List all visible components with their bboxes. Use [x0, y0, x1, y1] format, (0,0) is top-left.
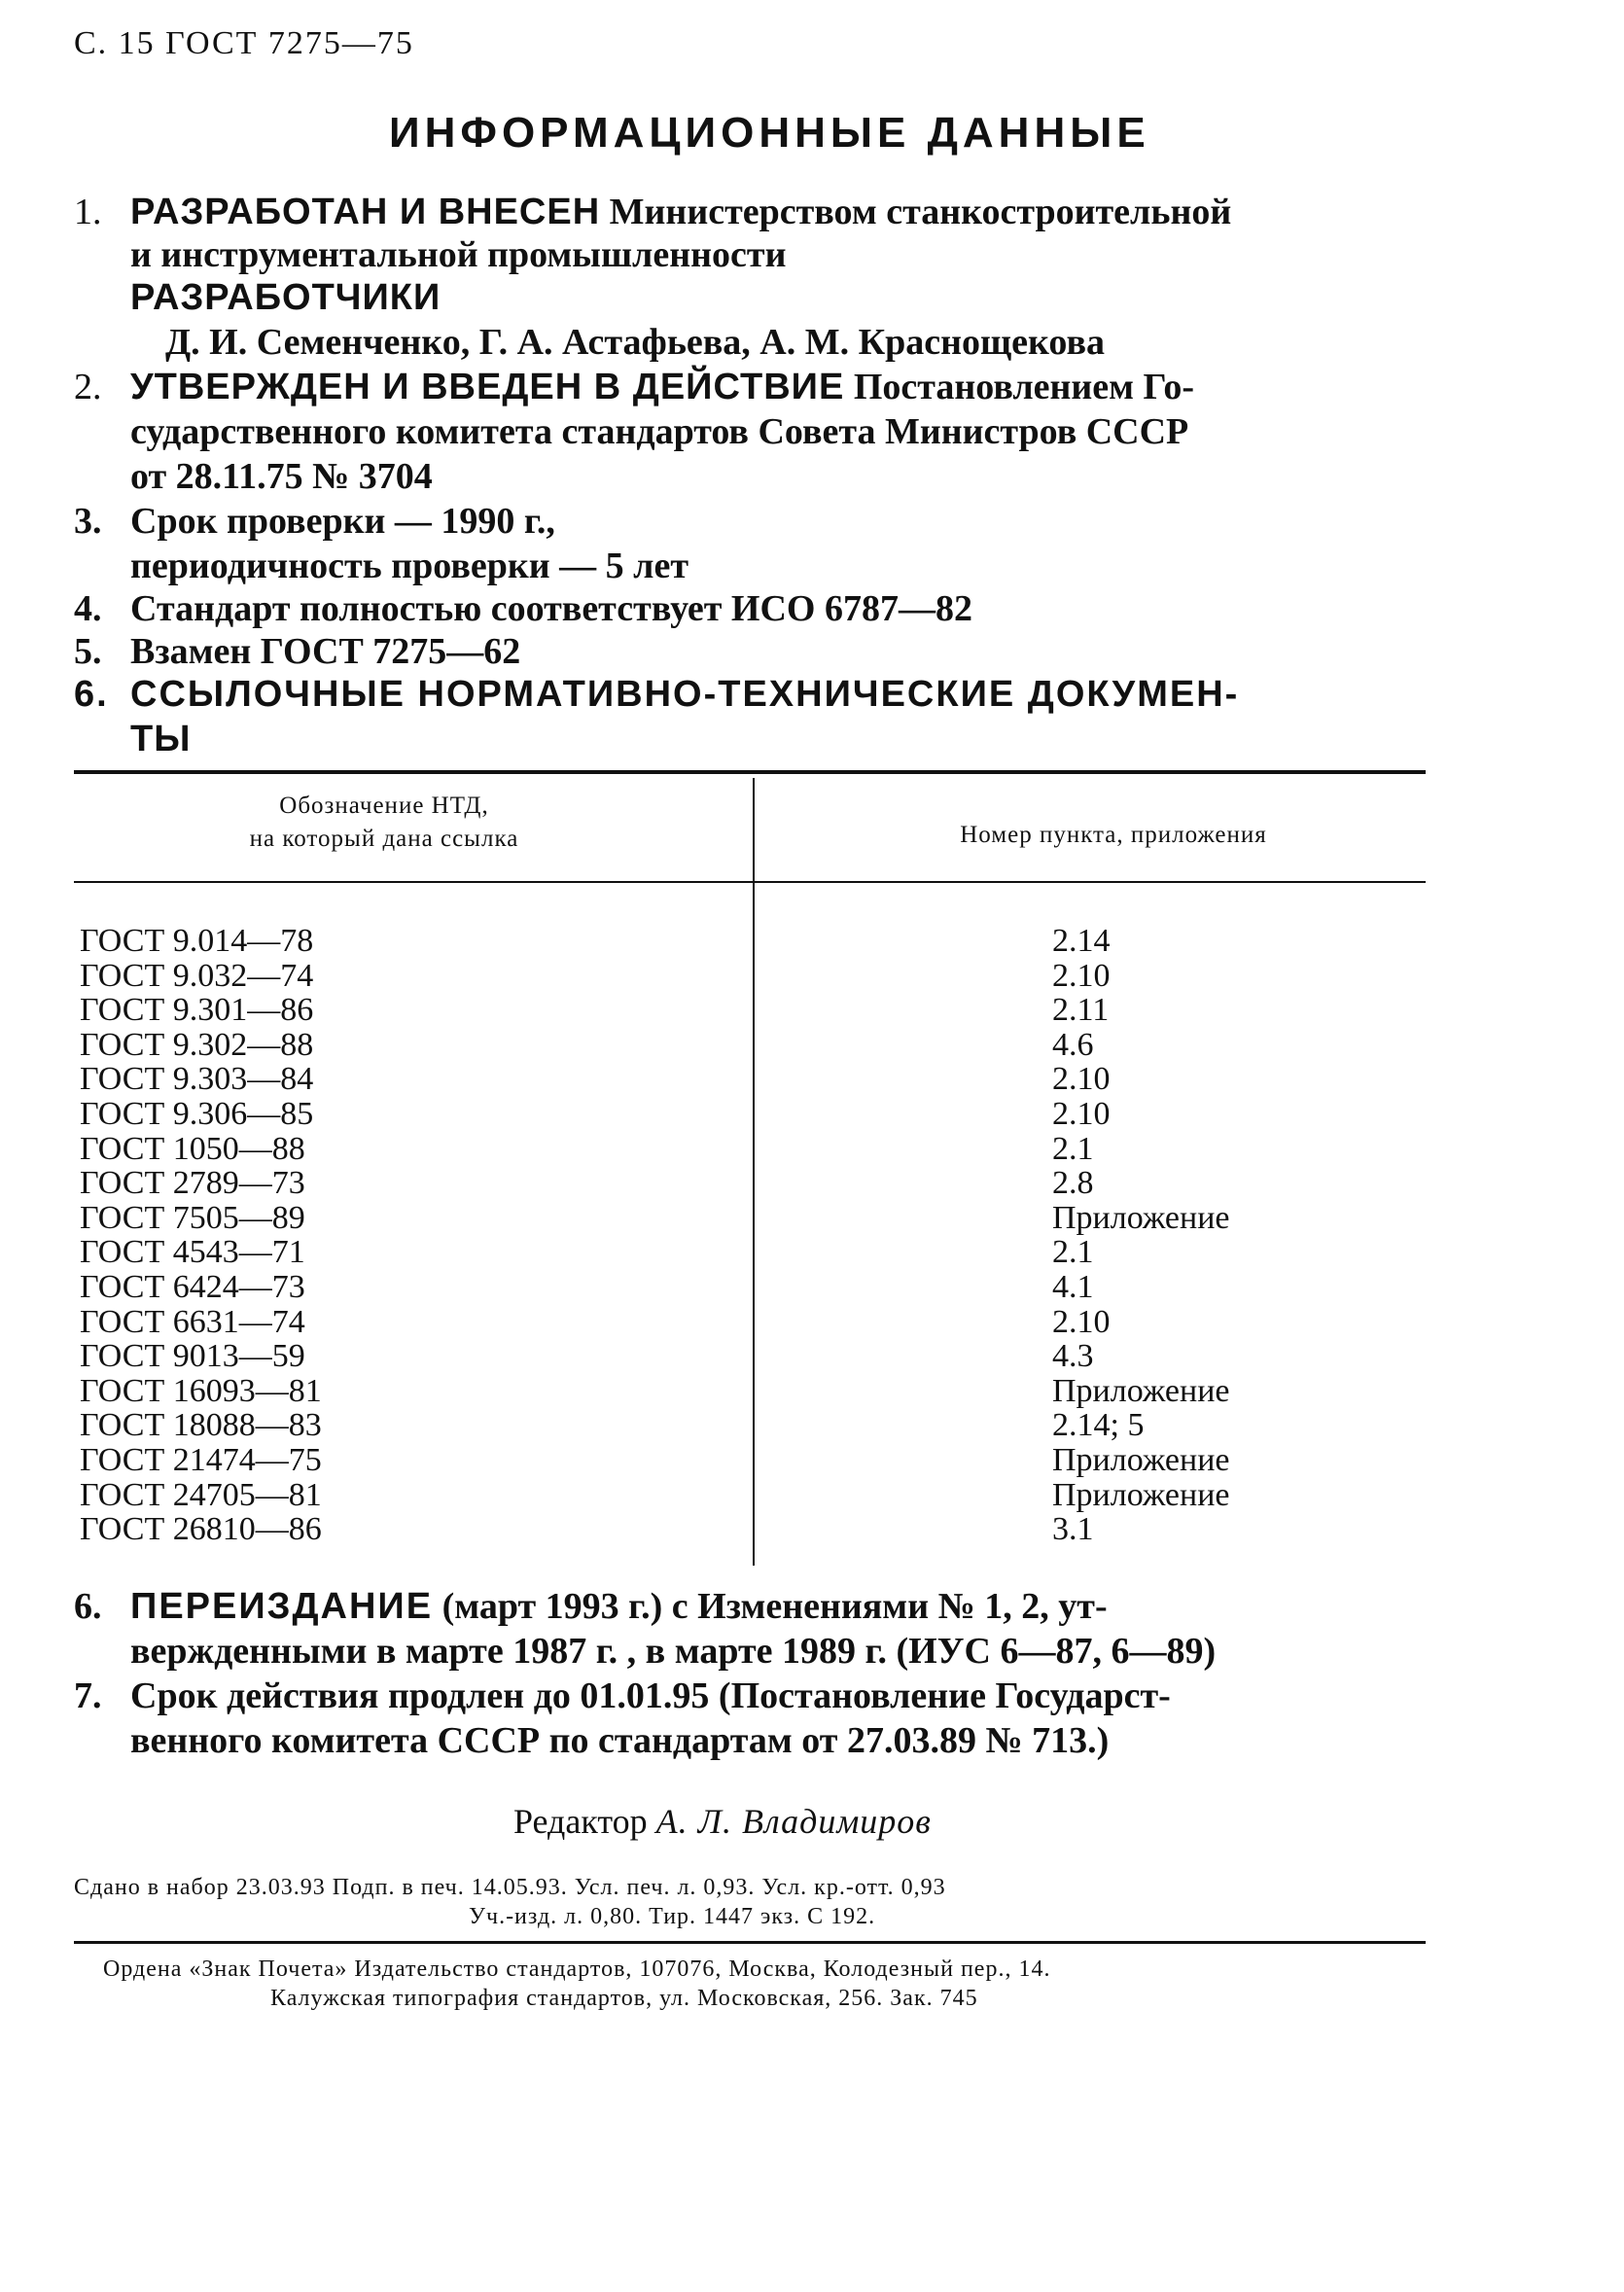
item-1-authors: Д. И. Семенченко, Г. А. Астафьева, А. М. Краснощекова [165, 322, 1105, 363]
table-cell-ntd: ГОСТ 2789—73 [80, 1165, 305, 1202]
table-cell-clause: 2.10 [1052, 1095, 1111, 1132]
table-cell-clause: 2.10 [1052, 1303, 1111, 1340]
table-cell-clause: 2.14 [1052, 923, 1111, 959]
table-cell-clause: 2.1 [1052, 1234, 1094, 1271]
table-header-ntd-line-2: на который дана ссылка [249, 826, 519, 852]
table-cell-clause: 4.3 [1052, 1338, 1094, 1375]
imprint-line-1: Сдано в набор 23.03.93 Подп. в печ. 14.05.93. Усл. печ. л. 0,93. Усл. кр.-отт. 0,93 [74, 1875, 946, 1900]
table-cell-ntd: ГОСТ 9013—59 [80, 1338, 305, 1375]
table-cell-clause: Приложение [1052, 1199, 1230, 1236]
item-lead: РАЗРАБОТАН И ВНЕСЕН [130, 192, 601, 232]
item-text: (март 1993 г.) с Изменениями № 1, 2, ут- [433, 1586, 1108, 1627]
table-cell-clause: 2.1 [1052, 1130, 1094, 1167]
item-number: 4. [74, 588, 102, 629]
item-lead: ПЕРЕИЗДАНИЕ [130, 1586, 434, 1627]
table-cell-ntd: ГОСТ 7505—89 [80, 1199, 305, 1236]
table-header-ntd-line-1: Обозначение НТД, [279, 793, 489, 819]
imprint-line-4: Калужская типография стандартов, ул. Московская, 256. Зак. 745 [270, 1986, 978, 2011]
table-cell-clause: 2.10 [1052, 1061, 1111, 1098]
item-4 [74, 587, 972, 630]
table-cell-ntd: ГОСТ 21474—75 [80, 1441, 322, 1478]
editor-label: Редактор [513, 1802, 656, 1841]
item-text: Стандарт полностью соответствует ИСО 6787—82 [130, 588, 972, 629]
table-cell-clause: 4.1 [1052, 1268, 1094, 1305]
page-header: С. 15 ГОСТ 7275—75 [74, 25, 414, 61]
table-cell-ntd: ГОСТ 18088—83 [80, 1407, 322, 1444]
table-cell-clause: Приложение [1052, 1476, 1230, 1513]
item-number: 2. [74, 367, 102, 407]
table-cell-ntd: ГОСТ 4543—71 [80, 1234, 305, 1271]
table-cell-clause: Приложение [1052, 1441, 1230, 1478]
table-cell-ntd: ГОСТ 9.014—78 [80, 923, 314, 959]
table-cell-clause: 3.1 [1052, 1511, 1094, 1548]
table-cell-clause: 4.6 [1052, 1026, 1094, 1063]
item-text: ССЫЛОЧНЫЕ НОРМАТИВНО-ТЕХНИЧЕСКИЕ ДОКУМЕН- [130, 674, 1240, 715]
table-cell-ntd: ГОСТ 9.301—86 [80, 992, 314, 1029]
table-top-rule [74, 770, 1426, 774]
editor-line [513, 1801, 932, 1842]
table-cell-ntd: ГОСТ 16093—81 [80, 1372, 322, 1409]
table-column-divider [753, 778, 755, 1566]
item-1-line-2: и инструментальной промышленности [130, 234, 787, 275]
item-number: 3. [74, 501, 102, 542]
table-cell-ntd: ГОСТ 9.303—84 [80, 1061, 314, 1098]
table-header-rule [74, 881, 1426, 883]
table-column-ntd [80, 924, 322, 1547]
item-6-line-1 [74, 673, 1239, 716]
item-2-line-3: от 28.11.75 № 3704 [130, 456, 433, 497]
table-column-clause [1052, 924, 1229, 1547]
item-lead: УТВЕРЖДЕН И ВВЕДЕН В ДЕЙСТВИЕ [130, 367, 845, 407]
imprint-line-2: Уч.-изд. л. 0,80. Тир. 1447 экз. С 192. [469, 1904, 876, 1929]
table-cell-clause: 2.8 [1052, 1165, 1094, 1202]
item-5 [74, 630, 520, 673]
item-number: 7. [74, 1675, 102, 1716]
table-cell-ntd: ГОСТ 24705—81 [80, 1476, 322, 1513]
item-text: Срок проверки — 1990 г., [130, 501, 555, 542]
item-2-line-2: сударственного комитета стандартов Совета Министров СССР [130, 411, 1189, 452]
imprint-line-3: Ордена «Знак Почета» Издательство стандартов, 107076, Москва, Колодезный пер., 14. [103, 1957, 1051, 1982]
table-cell-clause: 2.14; 5 [1052, 1407, 1145, 1444]
table-cell-ntd: ГОСТ 6631—74 [80, 1303, 305, 1340]
item-6b-line-1 [74, 1585, 1108, 1628]
item-6b-line-2: вержденными в марте 1987 г. , в марте 1989 г. (ИУС 6—87, 6—89) [130, 1631, 1217, 1672]
table-cell-ntd: ГОСТ 1050—88 [80, 1130, 305, 1167]
item-6-line-2: ТЫ [130, 719, 192, 759]
item-text: Взамен ГОСТ 7275—62 [130, 631, 521, 672]
item-3-line-2: периодичность проверки — 5 лет [130, 546, 689, 586]
table-header-ntd [194, 790, 574, 856]
editor-name: А. Л. Владимиров [655, 1802, 932, 1841]
table-cell-clause: 2.11 [1052, 992, 1110, 1029]
item-7-line-1 [74, 1675, 1171, 1717]
item-text: Министерством станкостроительной [600, 192, 1232, 232]
item-7-line-2: венного комитета СССР по стандартам от 27.03.89 № 713.) [130, 1720, 1110, 1761]
item-2-line-1 [74, 366, 1194, 408]
page-title: ИНФОРМАЦИОННЫЕ ДАННЫЕ [389, 109, 1150, 157]
table-cell-ntd: ГОСТ 9.306—85 [80, 1095, 314, 1132]
table-cell-ntd: ГОСТ 6424—73 [80, 1268, 305, 1305]
table-cell-clause: 2.10 [1052, 957, 1111, 994]
table-cell-clause: Приложение [1052, 1372, 1230, 1409]
imprint-rule [74, 1941, 1426, 1944]
item-text: Постановлением Го- [844, 367, 1195, 407]
item-number: 6. [74, 674, 109, 715]
item-1-line-1 [74, 191, 1231, 233]
item-3-line-1 [74, 500, 555, 543]
item-1-sublead: РАЗРАБОТЧИКИ [130, 277, 441, 318]
table-cell-ntd: ГОСТ 9.032—74 [80, 957, 314, 994]
table-cell-ntd: ГОСТ 26810—86 [80, 1511, 322, 1548]
item-number: 6. [74, 1586, 102, 1627]
table-cell-ntd: ГОСТ 9.302—88 [80, 1026, 314, 1063]
item-text: Срок действия продлен до 01.01.95 (Постановление Государст- [130, 1675, 1171, 1716]
table-header-clause: Номер пункта, приложения [960, 822, 1267, 848]
item-number: 1. [74, 192, 102, 232]
item-number: 5. [74, 631, 102, 672]
